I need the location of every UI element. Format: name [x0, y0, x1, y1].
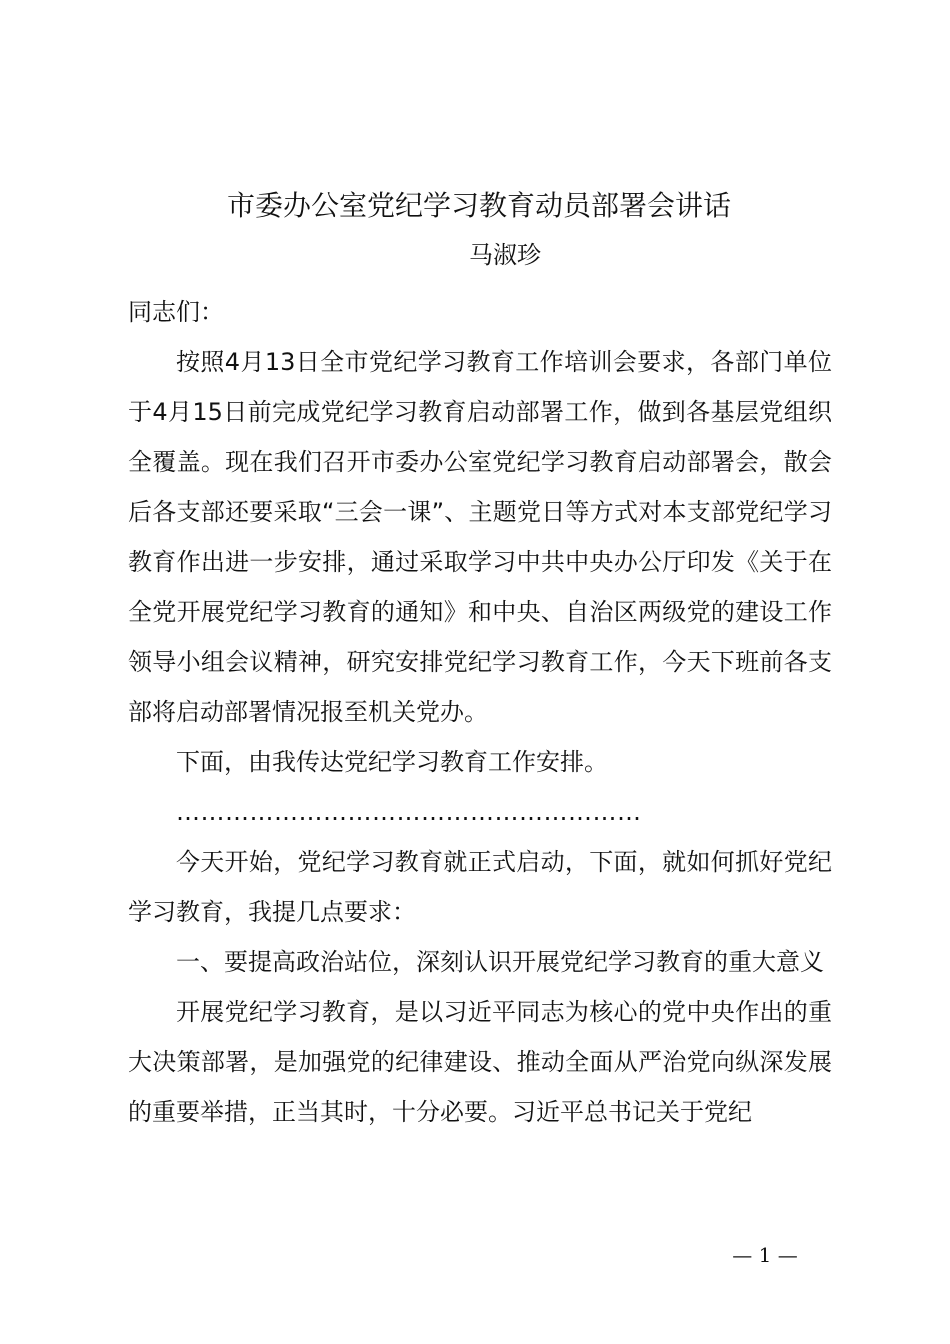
document-author: 马淑珍	[469, 241, 541, 269]
paragraph-transition: 下面，由我传达党纪学习教育工作安排。	[176, 748, 608, 776]
paragraph-intro: 按照4月13日全市党纪学习教育工作培训会要求，各部门单位于4月15日前完成党纪学习教育启动部署工作，做到各基层党组织全覆盖。现在我们召开市委办公室党纪学习教育启动部署会，散会后各支部还要采取“三会一课”、主题党日等方式对本支部党纪学习教育作出进一步安排，通过采取学习中共中央办公厅印发《关于在全党开展党纪学习教育的通知》和中央、自治区两级党的建设工作领导小组会议精神，研究安排党纪学习教育工作，今天下班前各支部将启动部署情况报至机关党办。	[128, 348, 832, 726]
ellipsis-line: …………………………………………………	[176, 798, 642, 826]
paragraph-section-one: 开展党纪学习教育，是以习近平同志为核心的党中央作出的重大决策部署，是加强党的纪律建设、推动全面从严治党向纵深发展的重要举措，正当其时，十分必要。习近平总书记关于党纪	[128, 998, 832, 1126]
paragraph-requirements: 今天开始，党纪学习教育就正式启动，下面，就如何抓好党纪学习教育，我提几点要求：	[128, 848, 832, 926]
salutation: 同志们：	[128, 298, 224, 326]
document-title: 市委办公室党纪学习教育动员部署会讲话	[226, 189, 731, 222]
document-body	[128, 287, 832, 1137]
page-number: — 1 —	[732, 1243, 798, 1267]
section-heading-one: 一、要提高政治站位，深刻认识开展党纪学习教育的重大意义	[176, 948, 824, 976]
